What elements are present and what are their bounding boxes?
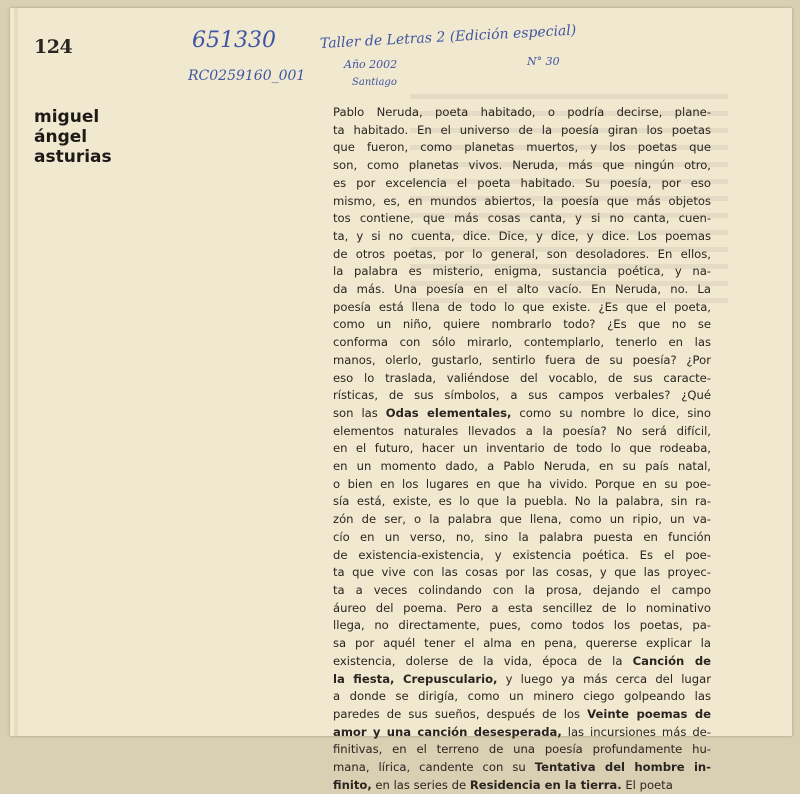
body-text-run: existencia, dolerse de la vida, época de la — [333, 653, 633, 668]
body-text-run: que fueron, como planetas muertos, y los poetas que — [333, 140, 711, 155]
book-title: Tentativa del hombre in- — [534, 760, 711, 775]
body-text-run: áureo del poema. Pero a esta sencillez de lo nominativo — [333, 600, 711, 615]
body-text-run: da más. Una poesía en el alto vacío. En Neruda, no. La — [333, 282, 711, 297]
body-text-run: ta a veces colindando con la prosa, dejando el campo — [333, 582, 711, 597]
body-text-run: sa por aquél tener el alma en pena, quererse explicar la — [333, 636, 711, 651]
book-title: Odas elementales, — [385, 405, 512, 420]
body-text-run: la palabra es misterio, enigma, sustancia poética, y na- — [333, 264, 711, 279]
body-line — [333, 759, 711, 777]
body-text-run: mana, lírica, candente con su — [333, 760, 535, 775]
body-text-run: poesía está llena de todo lo que existe. ¿Es que el poeta, — [333, 299, 711, 314]
body-text-run: ta habitado. En el universo de la poesía giran los poetas — [333, 122, 711, 137]
book-title: finito, — [333, 777, 372, 792]
body-line — [333, 688, 711, 706]
body-line — [333, 671, 711, 689]
body-text-run: cío en un verso, no, sino la palabra puesta en función — [333, 529, 711, 544]
handwritten-publication: Taller de Letras 2 (Edición especial) — [319, 22, 577, 52]
body-text-run: las incursiones más de- — [561, 724, 711, 739]
body-line — [333, 352, 711, 370]
author-second-name: ángel — [34, 127, 88, 147]
body-line — [333, 263, 711, 281]
body-text-run: en un momento dado, a Pablo Neruda, en su país natal, — [333, 459, 711, 474]
body-text-run: tos contiene, que más cosas canta, y si no canta, cuen- — [333, 211, 711, 226]
body-line — [333, 423, 711, 441]
body-line — [333, 228, 711, 246]
body-line — [333, 493, 711, 511]
body-text-run: o bien en los lugares en que ha vivido. Porque en su poe- — [333, 476, 711, 491]
body-line — [333, 299, 711, 317]
body-line — [333, 476, 711, 494]
book-title: Veinte poemas de — [587, 706, 711, 721]
body-text-run: manos, olerlo, gustarlo, sentirlo fuera de su poesía? ¿Por — [333, 352, 711, 367]
body-line — [333, 600, 711, 618]
body-text-run: sía está, existe, es lo que la puebla. No la palabra, sin ra- — [333, 494, 711, 509]
body-text-run: finitivas, en el terreno de una poesía profundamente hu- — [333, 742, 711, 757]
handwritten-year: Año 2002 — [344, 58, 398, 71]
book-title: amor y una canción desesperada, — [333, 724, 562, 739]
body-line — [333, 653, 711, 671]
body-line — [333, 617, 711, 635]
handwritten-catalog-number: 651330 — [192, 28, 276, 53]
body-text-run: y luego ya más cerca del lugar — [497, 671, 711, 686]
body-text-run: en las series de — [371, 777, 470, 792]
body-text-run: mismo, es, en mundos abiertos, la poesía que más objetos — [333, 193, 711, 208]
body-text-run: zón de ser, o la palabra que llena, como un ripio, un va- — [333, 512, 711, 527]
body-line — [333, 139, 711, 157]
body-line — [333, 175, 711, 193]
body-line — [333, 370, 711, 388]
body-text-run: llega, no directamente, pues, como todos los poetas, pa- — [333, 618, 711, 633]
body-line — [333, 706, 711, 724]
body-text-run: Pablo Neruda, poeta habitado, o podría decirse, plane- — [333, 105, 711, 119]
body-text-run: son, como planetas vivos. Neruda, más que ningún otro, — [333, 158, 711, 173]
body-line — [333, 316, 711, 334]
body-text-run: eso lo traslada, valiéndose del vocablo, de sus caracte- — [333, 370, 711, 385]
book-title: la fiesta, Crepusculario, — [333, 671, 498, 686]
body-line — [333, 246, 711, 264]
body-text-run: de otros poetas, por lo general, son desoladores. En ellos, — [333, 246, 711, 261]
body-line — [333, 157, 711, 175]
body-line — [333, 458, 711, 476]
body-line — [333, 440, 711, 458]
body-text-run: como su nombre lo dice, sino — [511, 405, 711, 420]
body-line — [333, 741, 711, 759]
body-line — [333, 547, 711, 565]
article-body — [333, 104, 711, 794]
body-line — [333, 122, 711, 140]
body-line — [333, 511, 711, 529]
body-line — [333, 635, 711, 653]
body-text-run: como un niño, quiere nombrarlo todo? ¿Es que no se — [333, 317, 711, 332]
author-name — [34, 107, 112, 167]
body-line — [333, 193, 711, 211]
body-line — [333, 582, 711, 600]
body-line — [333, 529, 711, 547]
body-text-run: son las — [333, 405, 386, 420]
book-title: Canción de — [632, 653, 711, 668]
handwritten-city: Santiago — [352, 77, 397, 88]
body-line — [333, 387, 711, 405]
body-line — [333, 281, 711, 299]
body-line — [333, 210, 711, 228]
body-line — [333, 104, 711, 122]
author-first-name: miguel — [34, 107, 100, 127]
body-text-run: es por excelencia el poeta habitado. Su poesía, por eso — [333, 175, 711, 190]
body-line — [333, 334, 711, 352]
body-text-run: El poeta — [621, 777, 673, 792]
book-title: Residencia en la tierra. — [469, 777, 622, 792]
body-line — [333, 405, 711, 423]
body-text-run: en el futuro, hacer un inventario de todo lo que rodeaba, — [333, 441, 711, 456]
body-text-run: ta que vive con las cosas por las cosas, y que las proyec- — [333, 565, 711, 580]
handwritten-record-code: RC0259160_001 — [188, 68, 306, 84]
page-edge — [14, 8, 18, 736]
body-text-run: conforma con sólo mirarlo, contemplarlo, tenerlo en las — [333, 335, 711, 350]
body-text-run: elementos naturales llevados a la poesía? No será difícil, — [333, 423, 711, 438]
body-line — [333, 564, 711, 582]
body-line — [333, 724, 711, 742]
handwritten-issue: N° 30 — [527, 55, 560, 68]
body-text-run: paredes de sus sueños, después de los — [333, 706, 588, 721]
body-text-run: a donde se dirigía, como un minero ciego golpeando las — [333, 689, 711, 704]
author-surname: asturias — [34, 147, 112, 167]
body-text-run: rísticas, de sus símbolos, a sus campos verbales? ¿Qué — [333, 388, 711, 403]
page-number: 124 — [34, 36, 73, 58]
body-text-run: de existencia-existencia, y existencia poética. Es el poe- — [333, 547, 711, 562]
body-text-run: ta, y si no cuenta, dice. Dice, y dice, y dice. Los poemas — [333, 228, 711, 243]
body-line — [333, 777, 711, 794]
